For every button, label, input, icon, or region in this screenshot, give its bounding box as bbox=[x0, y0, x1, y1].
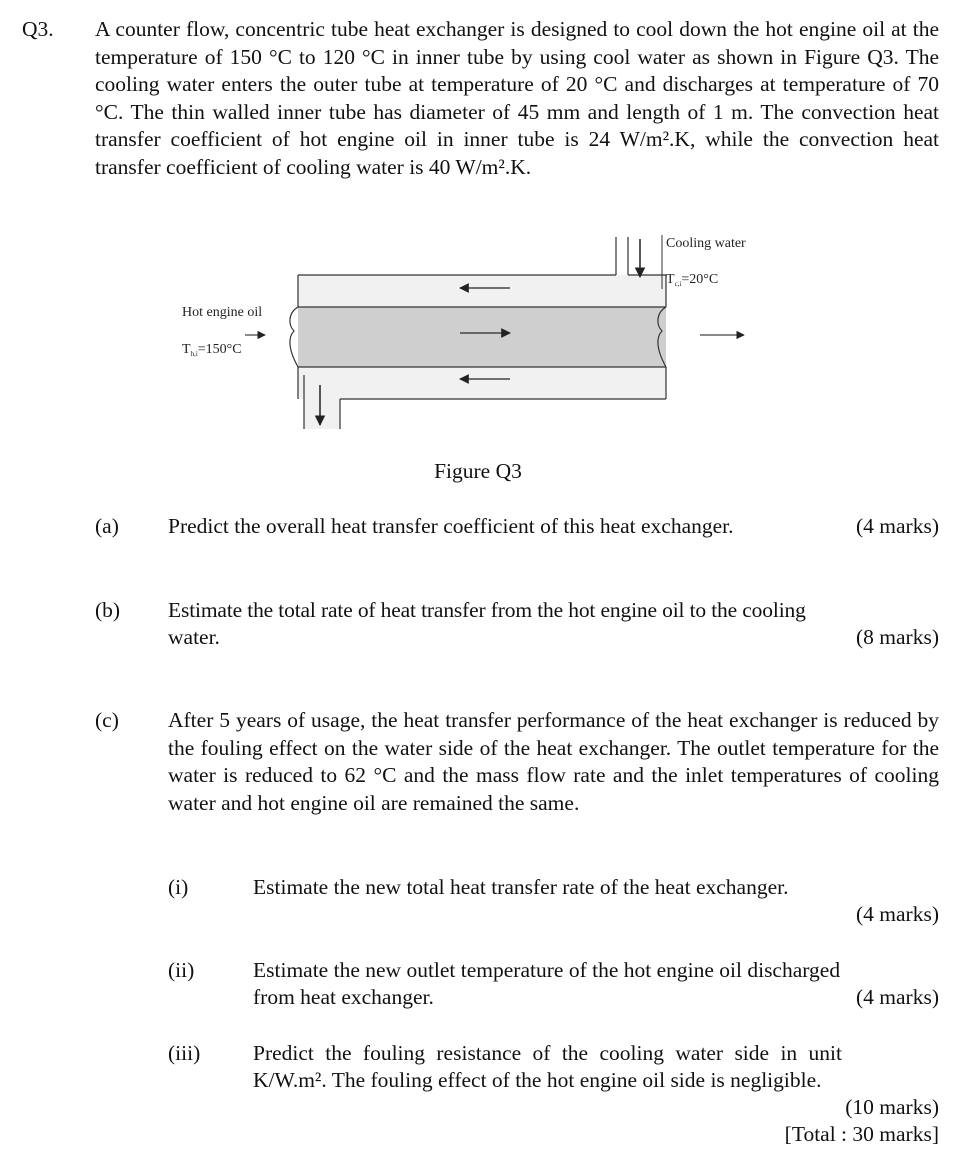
part-c-iii-text-line2: K/W.m². The fouling effect of the hot engine oil side is negligible. bbox=[253, 1068, 822, 1092]
part-a-marks: (4 marks) bbox=[856, 514, 939, 538]
part-c-i-marks: (4 marks) bbox=[856, 902, 939, 926]
part-c-ii-text-line2: from heat exchanger. bbox=[253, 985, 434, 1009]
hot-oil-inlet-temp: $T_{h,i}=150^\circ C$ bbox=[182, 342, 242, 358]
part-c-iii-text-line1: Predict the fouling resistance of the cooling water side in unit bbox=[253, 1041, 842, 1065]
cooling-water-label: Cooling water bbox=[666, 236, 746, 251]
part-a-text: Predict the overall heat transfer coefficient of this heat exchanger. bbox=[168, 514, 734, 538]
part-c-label: (c) bbox=[95, 708, 119, 732]
part-c-ii-label: (ii) bbox=[168, 958, 195, 982]
part-b-label: (b) bbox=[95, 598, 121, 622]
part-a-label: (a) bbox=[95, 514, 119, 538]
part-b-text-line1: Estimate the total rate of heat transfer from the hot engine oil to the cooling bbox=[168, 598, 806, 622]
figure-q3-diagram bbox=[170, 225, 790, 440]
part-c-iii-marks: (10 marks) bbox=[845, 1095, 939, 1119]
water-outlet-pipe bbox=[304, 399, 340, 429]
part-b-marks: (8 marks) bbox=[856, 625, 939, 649]
figure-caption: Figure Q3 bbox=[434, 459, 522, 483]
total-marks: [Total : 30 marks] bbox=[784, 1122, 939, 1146]
part-c-ii-text-line1: Estimate the new outlet temperature of the hot engine oil discharged bbox=[253, 958, 841, 982]
part-c-i-label: (i) bbox=[168, 875, 189, 899]
part-c-ii-marks: (4 marks) bbox=[856, 985, 939, 1009]
part-c-i-text: Estimate the new total heat transfer rate of the heat exchanger. bbox=[253, 875, 789, 899]
hot-oil-label: Hot engine oil bbox=[182, 305, 263, 320]
cooling-water-inlet-temp: $T_{c,i}=20^\circ C$ bbox=[666, 272, 719, 288]
inner-tube bbox=[298, 307, 666, 367]
question-intro: A counter flow, concentric tube heat exchanger is designed to cool down the hot engine oil at the temperature of 150 °C to 120 °C in inner tube by using cool water as shown in Figure Q3. The cooling water enters the outer tube at temperature of 20 °C and discharges at temperature of 70 °C. The thin walled inner tube has diameter of 45 mm and length of 1 m. The convection heat transfer coefficient of hot engine oil in inner tube is 24 W/m².K, while the convection heat transfer coefficient of cooling water is 40 W/m².K. bbox=[95, 17, 939, 179]
question-number: Q3. bbox=[22, 17, 54, 41]
part-c-text: After 5 years of usage, the heat transfer performance of the heat exchanger is reduced by the fouling effect on the water side of the heat exchanger. The outlet temperature for the water is reduced to 62 °C and the mass flow rate and the inlet temperatures of cooling water and hot engine oil are remained the same. bbox=[168, 708, 939, 815]
part-c-iii-label: (iii) bbox=[168, 1041, 201, 1065]
part-b-text-line2: water. bbox=[168, 625, 220, 649]
inner-tube-left-break bbox=[290, 307, 298, 367]
